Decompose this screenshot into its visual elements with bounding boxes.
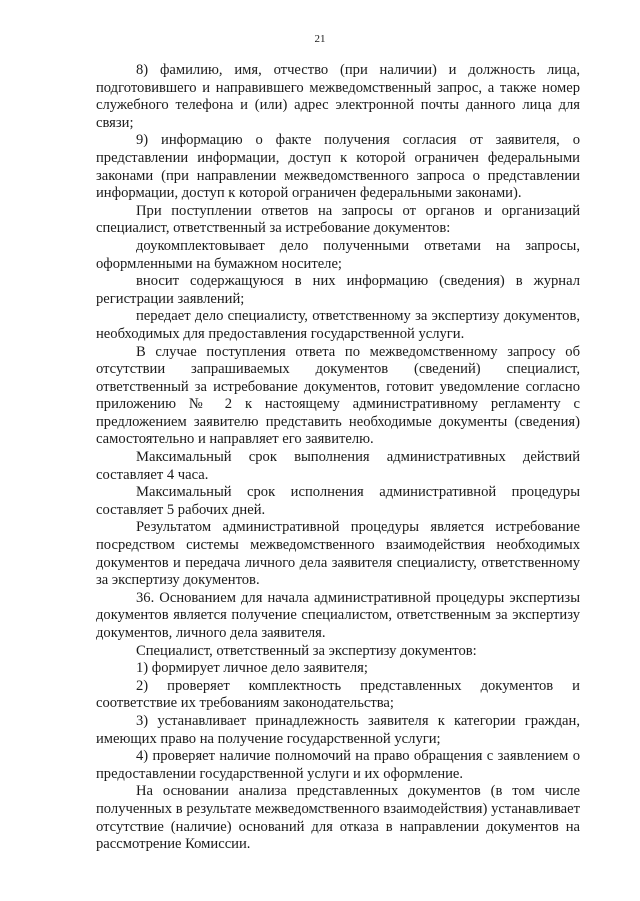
paragraph-transfer-file: передает дело специалисту, ответственному за экспертизу документов, необходимых для предоставления государственной услуги.	[96, 308, 580, 342]
page-number: 21	[314, 33, 326, 45]
paragraph-analysis-basis: На основании анализа представленных документов (в том числе полученных в результате межведомственного взаимодействия) устанавливает отсутствие (наличие) оснований для отказа в направлении документов на рассмотрение Комиссии.	[96, 783, 580, 853]
paragraph-duty-3: 3) устанавливает принадлежность заявителя к категории граждан, имеющих право на получение государственной услуги;	[96, 712, 580, 747]
paragraph-item-8: 8) фамилию, имя, отчество (при наличии) и должность лица, подготовившего и направившего межведомственный запрос, а также номер служебного телефона и (или) адрес электронной почты данного лица для связи;	[96, 62, 580, 131]
paragraph-duty-2: 2) проверяет комплектность представленных документов и соответствие их требованиям законодательства;	[96, 677, 580, 712]
paragraph-item-9: 9) информацию о факте получения согласия от заявителя, о представлении информации, доступ к которой ограничен федеральными законами (при направлении межведомственного запроса о представлении информации, доступ к которой ограничен федеральными законами).	[96, 132, 580, 202]
paragraph-section-36: 36. Основанием для начала административной процедуры экспертизы документов является получение специалистом, ответственным за экспертизу документов, личного дела заявителя.	[96, 589, 580, 641]
paragraph-max-procedure-time: Максимальный срок исполнения административной процедуры составляет 5 рабочих дней.	[96, 484, 580, 518]
paragraph-procedure-result: Результатом административной процедуры является истребование посредством системы межведомственного взаимодействия необходимых документов и передача личного дела заявителя специалисту, ответственному за экспертизу документов.	[96, 519, 580, 589]
paragraph-max-action-time: Максимальный срок выполнения административных действий составляет 4 часа.	[96, 449, 580, 483]
paragraph-specialist-duties: Специалист, ответственный за экспертизу документов:	[136, 642, 477, 659]
paragraph-register-entry: вносит содержащуюся в них информацию (сведения) в журнал регистрации заявлений;	[96, 273, 580, 307]
paragraph-duty-1: 1) формирует личное дело заявителя;	[136, 660, 368, 677]
paragraph-missing-documents: В случае поступления ответа по межведомственному запросу об отсутствии запрашиваемых документов (сведений) специалист, ответственный за истребование документов, готовит уведомление согласно приложению № 2 к настоящему административному регламенту с предложением заявителю представить необходимые документы (сведения) самостоятельно и направляет его заявителю.	[96, 343, 580, 448]
paragraph-responses-intro: При поступлении ответов на запросы от органов и организаций специалист, ответственный за истребование документов:	[96, 202, 580, 237]
document-body	[96, 62, 580, 854]
paragraph-complete-file: доукомплектовывает дело полученными ответами на запросы, оформленными на бумажном носителе;	[96, 237, 580, 272]
paragraph-duty-4: 4) проверяет наличие полномочий на право обращения с заявлением о предоставлении государственной услуги и их оформление.	[96, 748, 580, 782]
